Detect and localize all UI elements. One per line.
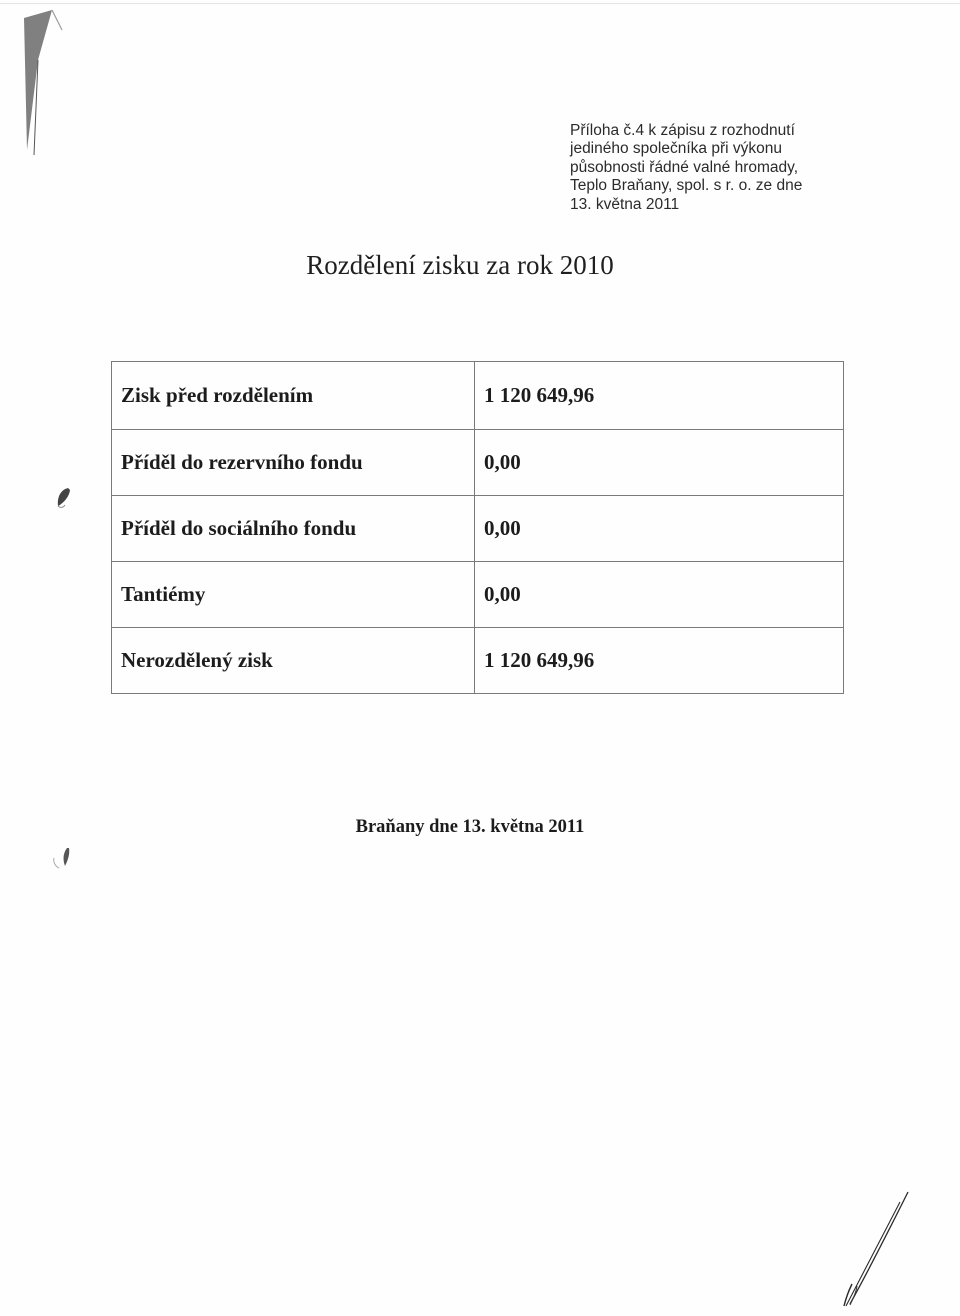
scan-corner-mark-icon — [0, 0, 80, 160]
row-value: 1 120 649,96 — [475, 362, 844, 430]
row-value: 0,00 — [475, 430, 844, 496]
row-label: Příděl do sociálního fondu — [112, 496, 475, 562]
row-value: 0,00 — [475, 496, 844, 562]
row-value: 0,00 — [475, 562, 844, 628]
row-label: Zisk před rozdělením — [112, 362, 475, 430]
table-row — [112, 562, 844, 628]
row-label: Nerozdělený zisk — [112, 628, 475, 694]
row-value: 1 120 649,96 — [475, 628, 844, 694]
scan-edge-line — [0, 3, 960, 4]
handwritten-signature-icon — [830, 1188, 920, 1310]
profit-distribution-table — [111, 361, 844, 694]
table-row — [112, 628, 844, 694]
table-row — [112, 362, 844, 430]
punch-hole-mark-icon — [48, 844, 76, 874]
place-and-date: Braňany dne 13. května 2011 — [355, 817, 585, 837]
attachment-header-note: Příloha č.4 k zápisu z rozhodnutí jediného společníka při výkonu působnosti řádné valné hromady, Teplo Braňany, spol. s r. o. ze dne 13. května 2011 — [570, 122, 803, 213]
row-label: Tantiémy — [112, 562, 475, 628]
table-row — [112, 496, 844, 562]
document-title: Rozdělení zisku za rok 2010 — [306, 250, 614, 280]
row-label: Příděl do rezervního fondu — [112, 430, 475, 496]
punch-hole-mark-icon — [52, 484, 76, 512]
table-row — [112, 430, 844, 496]
